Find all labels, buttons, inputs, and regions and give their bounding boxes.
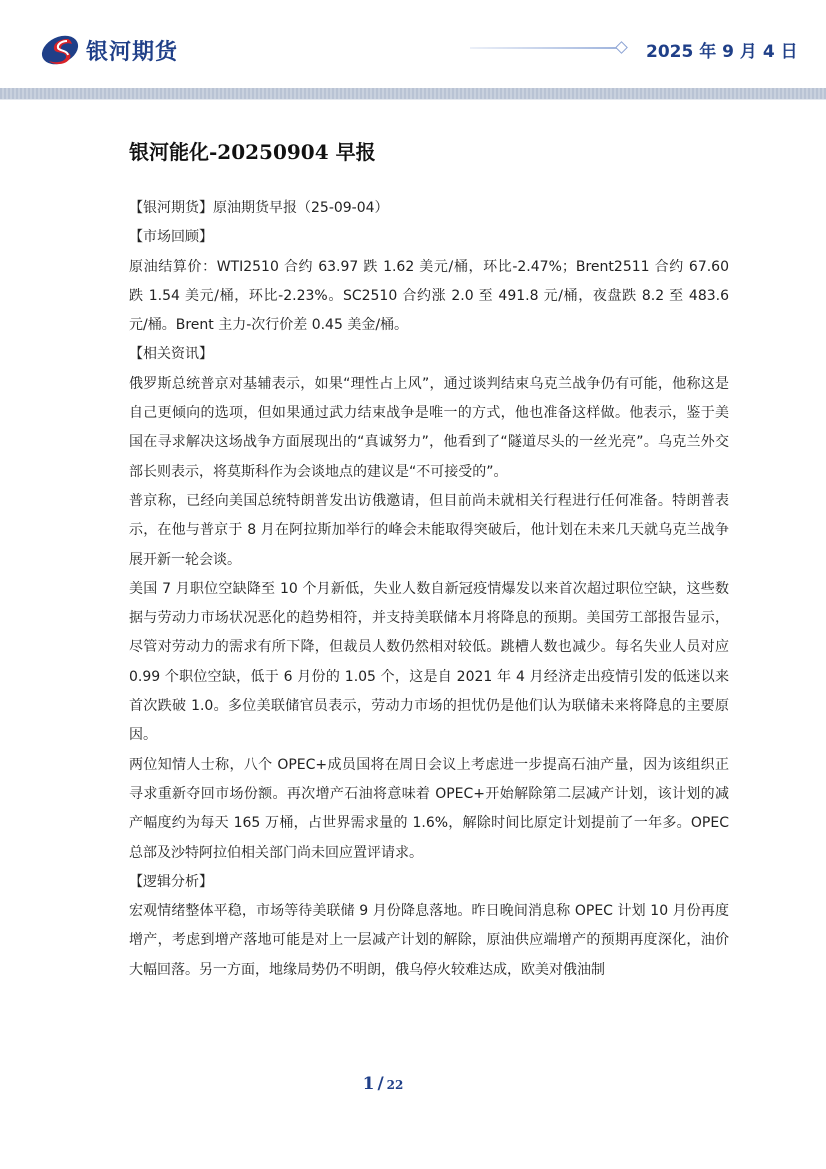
document-title: 银河能化-20250904 早报 <box>129 140 376 164</box>
paragraph-news-4: 两位知情人士称，八个 OPEC+成员国将在周日会议上考虑进一步提高石油产量，因为该组织正寻求重新夺回市场份额。再次增产石油将意味着 OPEC+开始解除第二层减产计划，该计划的减产幅度约为每天 165 万桶，占世界需求量的 1.6%，解除时间比原定计划提前了一年多。OPEC 总部及沙特阿拉伯相关部门尚未回应置评请求。 <box>129 756 729 861</box>
page-total: 22 <box>386 1078 404 1092</box>
section-heading-news: 【相关资讯】 <box>129 346 213 363</box>
page-separator: / <box>377 1074 384 1094</box>
report-date: 2025 年 9 月 4 日 <box>646 42 798 62</box>
section-heading-analysis: 【逻辑分析】 <box>129 873 213 890</box>
paragraph-news-2: 普京称，已经向美国总统特朗普发出访俄邀请，但目前尚未就相关行程进行任何准备。特朗普表示，在他与普京于 8 月在阿拉斯加举行的峰会未能取得突破后，他计划在未来几天就乌克兰战争展开新一轮会谈。 <box>129 492 729 568</box>
header-divider <box>470 47 620 49</box>
report-source-line: 【银河期货】原油期货早报（25-09-04） <box>129 200 389 216</box>
galaxy-logo-icon <box>40 30 80 70</box>
page-header <box>0 0 826 100</box>
paragraph-news-3: 美国 7 月职位空缺降至 10 个月新低，失业人数自新冠疫情爆发以来首次超过职位空缺，这些数据与劳动力市场状况恶化的趋势相符，并支持美联储本月将降息的预期。美国劳工部报告显示，尽管对劳动力的需求有所下降，但裁员人数仍然相对较低。跳槽人数也减少。每名失业人员对应 0.99 个职位空缺，低于 6 月份的 1.05 个，这是自 2021 年 4 月经济走出疫情引发的低迷以来首次跌破 1.0。多位美联储官员表示，劳动力市场的担忧仍是他们认为联储未来将降息的主要原因。 <box>129 580 729 744</box>
section-heading-market-review: 【市场回顾】 <box>129 229 213 246</box>
page-current: 1 <box>362 1074 375 1094</box>
paragraph-analysis: 宏观情绪整体平稳，市场等待美联储 9 月份降息落地。昨日晚间消息称 OPEC 计划 10 月份再度增产，考虑到增产落地可能是对上一层减产计划的解除，原油供应端增产的预期再度深化，油价大幅回落。另一方面，地缘局势仍不明朗，俄乌停火较难达成，欧美对俄油制 <box>129 903 729 978</box>
diamond-ornament-icon <box>615 41 628 54</box>
document-body <box>129 194 729 985</box>
brand-logo <box>40 30 178 70</box>
brand-name: 银河期货 <box>86 39 179 65</box>
header-bar <box>0 88 826 99</box>
paragraph-news-1: 俄罗斯总统普京对基辅表示，如果“理性占上风”，通过谈判结束乌克兰战争仍有可能，他称这是自己更倾向的选项，但如果通过武力结束战争是唯一的方式，他也准备这样做。他表示，鉴于美国在寻求解决这场战争方面展现出的“真诚努力”，他看到了“隧道尽头的一丝光亮”。乌克兰外交部长则表示，将莫斯科作为会谈地点的建议是“不可接受的”。 <box>129 375 729 480</box>
paragraph-settlement-prices: 原油结算价：WTI2510 合约 63.97 跌 1.62 美元/桶，环比-2.47%；Brent2511 合约 67.60 跌 1.54 美元/桶，环比-2.23%。SC2510 合约涨 2.0 至 491.8 元/桶，夜盘跌 8.2 至 483.6 元/桶。Brent 主力-次行价差 0.45 美金/桶。 <box>129 258 729 334</box>
header-bar-line <box>0 99 826 100</box>
page-number <box>0 1074 766 1094</box>
